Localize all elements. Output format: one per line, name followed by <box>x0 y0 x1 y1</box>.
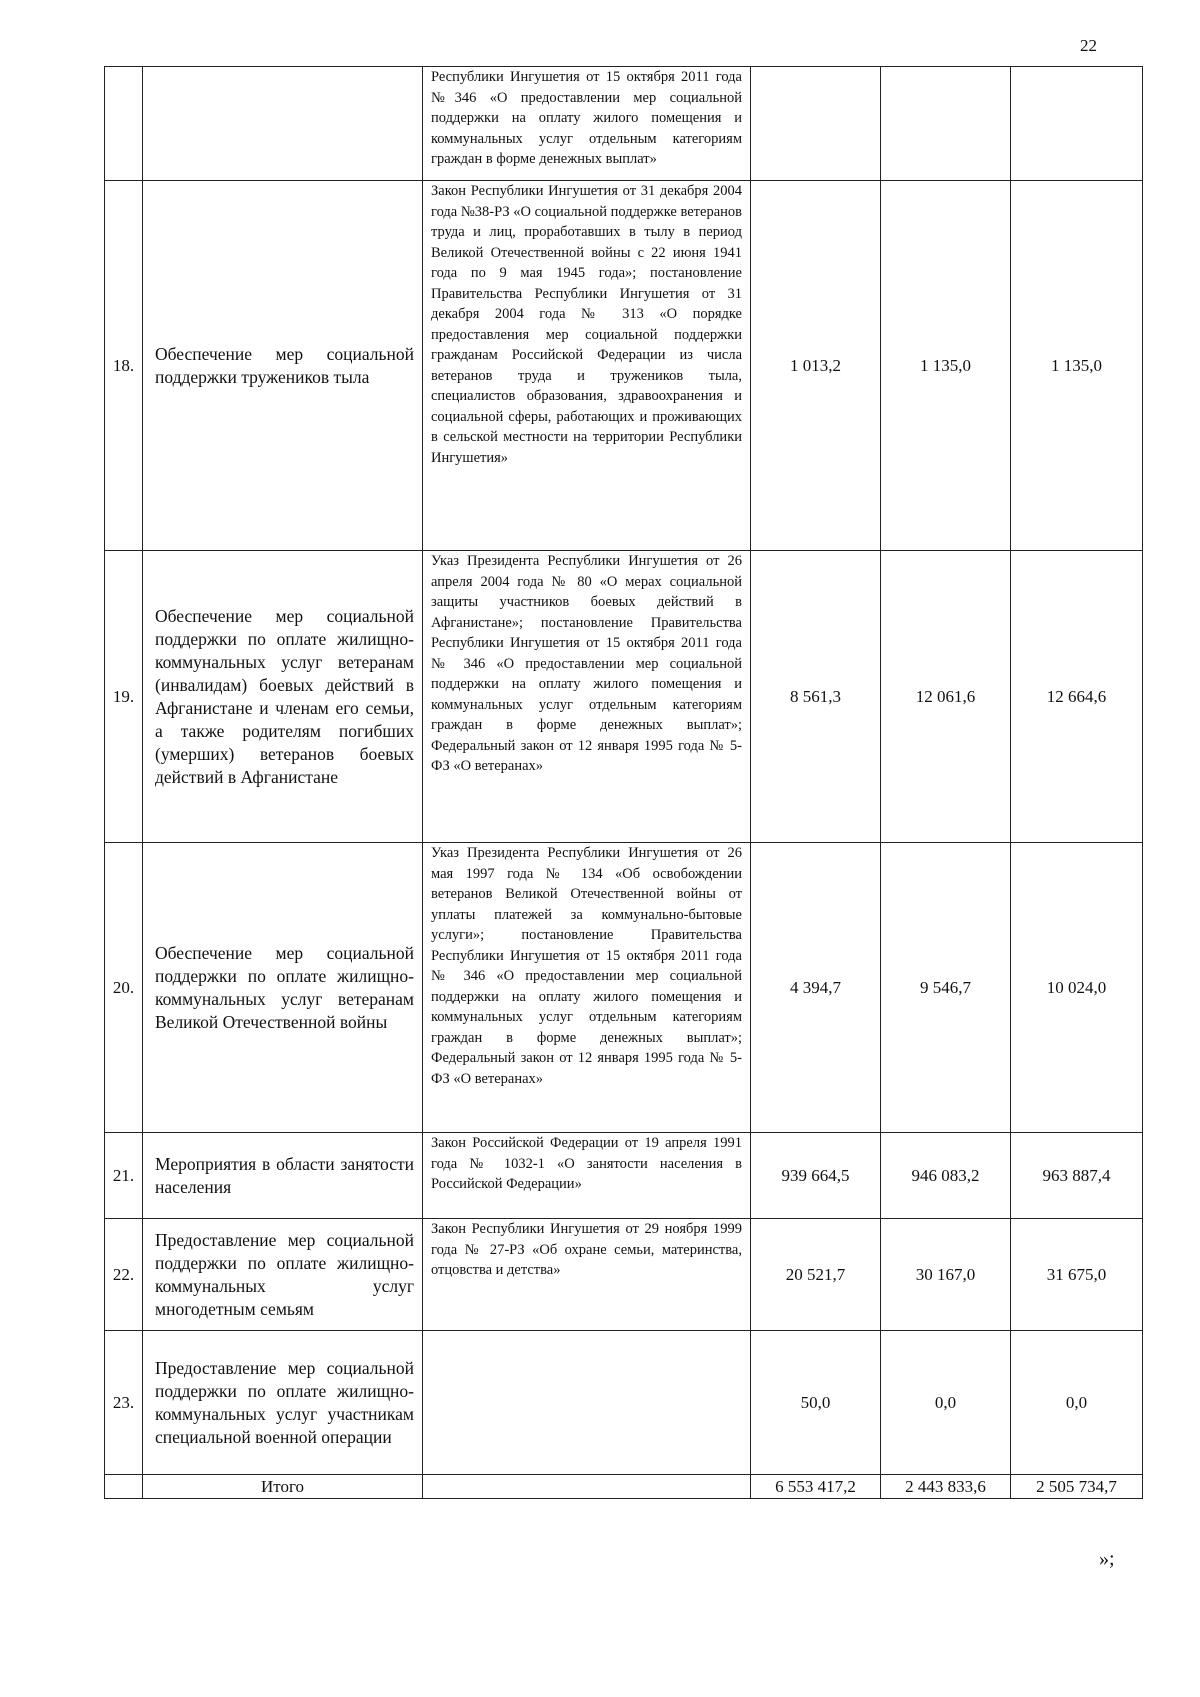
total-label: Итого <box>143 1475 423 1499</box>
budget-table <box>104 66 1143 1499</box>
row-value-3: 10 024,0 <box>1011 843 1143 1133</box>
closing-quote-mark: »; <box>1099 1548 1115 1570</box>
row-legal-basis: Закон Республики Ингушетия от 29 ноября 1999 года № 27-РЗ «Об охране семьи, материнства, отцовства и детства» <box>423 1219 751 1331</box>
row-name: Предоставление мер социальной поддержки по оплате жилищно-коммунальных услуг многодетным семьям <box>143 1219 423 1331</box>
row-number: 21. <box>105 1133 143 1219</box>
page-number: 22 <box>1080 36 1097 55</box>
row-value-3: 963 887,4 <box>1011 1133 1143 1219</box>
row-value-1: 8 561,3 <box>751 551 881 843</box>
total-value-2: 2 443 833,6 <box>881 1475 1011 1499</box>
row-value-3 <box>1011 67 1143 181</box>
row-legal-basis <box>423 1331 751 1475</box>
row-legal-basis: Закон Российской Федерации от 19 апреля 1991 года № 1032-1 «О занятости населения в Российской Федерации» <box>423 1133 751 1219</box>
row-name: Обеспечение мер социальной поддержки тружеников тыла <box>143 181 423 551</box>
total-value-1: 6 553 417,2 <box>751 1475 881 1499</box>
row-value-2: 946 083,2 <box>881 1133 1011 1219</box>
row-legal-basis: Республики Ингушетия от 15 октября 2011 года №346 «О предоставлении мер социальной поддержки на оплату жилого помещения и коммунальных услуг отдельным категориям граждан в форме денежных выплат» <box>423 67 751 181</box>
row-value-3: 0,0 <box>1011 1331 1143 1475</box>
row-legal-basis: Закон Республики Ингушетия от 31 декабря 2004 года №38-РЗ «О социальной поддержке ветеранов труда и лиц, проработавших в тылу в период Великой Отечественной войны с 22 июня 1941 года по 9 мая 1945 года»; постановление Правительства Республики Ингушетия от 31 декабря 2004 года № 313 «О порядке предоставления мер социальной поддержки гражданам Российской Федерации из числа ветеранов труда и тружеников тыла, специалистов образования, здравоохранения и социальной сферы, работающих и проживающих в сельской местности на территории Республики Ингушетия» <box>423 181 751 551</box>
row-name: Предоставление мер социальной поддержки по оплате жилищно-коммунальных услуг участникам специальной военной операции <box>143 1331 423 1475</box>
total-value-3: 2 505 734,7 <box>1011 1475 1143 1499</box>
row-value-2: 9 546,7 <box>881 843 1011 1133</box>
row-value-3: 1 135,0 <box>1011 181 1143 551</box>
row-value-1: 4 394,7 <box>751 843 881 1133</box>
row-name: Мероприятия в области занятости населения <box>143 1133 423 1219</box>
row-number: 20. <box>105 843 143 1133</box>
row-number: 19. <box>105 551 143 843</box>
row-number: 23. <box>105 1331 143 1475</box>
row-number: 22. <box>105 1219 143 1331</box>
row-legal-basis: Указ Президента Республики Ингушетия от 26 мая 1997 года № 134 «Об освобождении ветеранов Великой Отечественной войны от уплаты платежей за коммунально-бытовые услуги»; постановление Правительства Республики Ингушетия от 15 октября 2011 года № 346 «О предоставлении мер социальной поддержки на оплату жилого помещения и коммунальных услуг отдельным категориям граждан в форме денежных выплат»; Федеральный закон от 12 января 1995 года № 5-ФЗ «О ветеранах» <box>423 843 751 1133</box>
row-value-2: 0,0 <box>881 1331 1011 1475</box>
row-name: Обеспечение мер социальной поддержки по оплате жилищно-коммунальных услуг ветеранам (инвалидам) боевых действий в Афганистане и членам его семьи, а также родителям погибших (умерших) ветеранов боевых действий в Афганистане <box>143 551 423 843</box>
table-row <box>105 1331 1143 1475</box>
table-row <box>105 1133 1143 1219</box>
row-value-2: 1 135,0 <box>881 181 1011 551</box>
row-value-1: 1 013,2 <box>751 181 881 551</box>
row-value-1 <box>751 67 881 181</box>
row-value-3: 31 675,0 <box>1011 1219 1143 1331</box>
table-row <box>105 551 1143 843</box>
row-value-1: 50,0 <box>751 1331 881 1475</box>
row-name: Обеспечение мер социальной поддержки по оплате жилищно-коммунальных услуг ветеранам Великой Отечественной войны <box>143 843 423 1133</box>
total-legal-basis <box>423 1475 751 1499</box>
row-name <box>143 67 423 181</box>
row-value-2: 30 167,0 <box>881 1219 1011 1331</box>
table-row <box>105 67 1143 181</box>
total-row-number <box>105 1475 143 1499</box>
row-value-1: 939 664,5 <box>751 1133 881 1219</box>
row-value-3: 12 664,6 <box>1011 551 1143 843</box>
total-row <box>105 1475 1143 1499</box>
row-number <box>105 67 143 181</box>
table-row <box>105 843 1143 1133</box>
row-value-2 <box>881 67 1011 181</box>
table-row <box>105 1219 1143 1331</box>
row-value-2: 12 061,6 <box>881 551 1011 843</box>
row-number: 18. <box>105 181 143 551</box>
row-legal-basis: Указ Президента Республики Ингушетия от 26 апреля 2004 года № 80 «О мерах социальной защиты участников боевых действий в Афганистане»; постановление Правительства Республики Ингушетия от 15 октября 2011 года № 346 «О предоставлении мер социальной поддержки на оплату жилого помещения и коммунальных услуг отдельным категориям граждан в форме денежных выплат»; Федеральный закон от 12 января 1995 года № 5-ФЗ «О ветеранах» <box>423 551 751 843</box>
row-value-1: 20 521,7 <box>751 1219 881 1331</box>
table-row <box>105 181 1143 551</box>
